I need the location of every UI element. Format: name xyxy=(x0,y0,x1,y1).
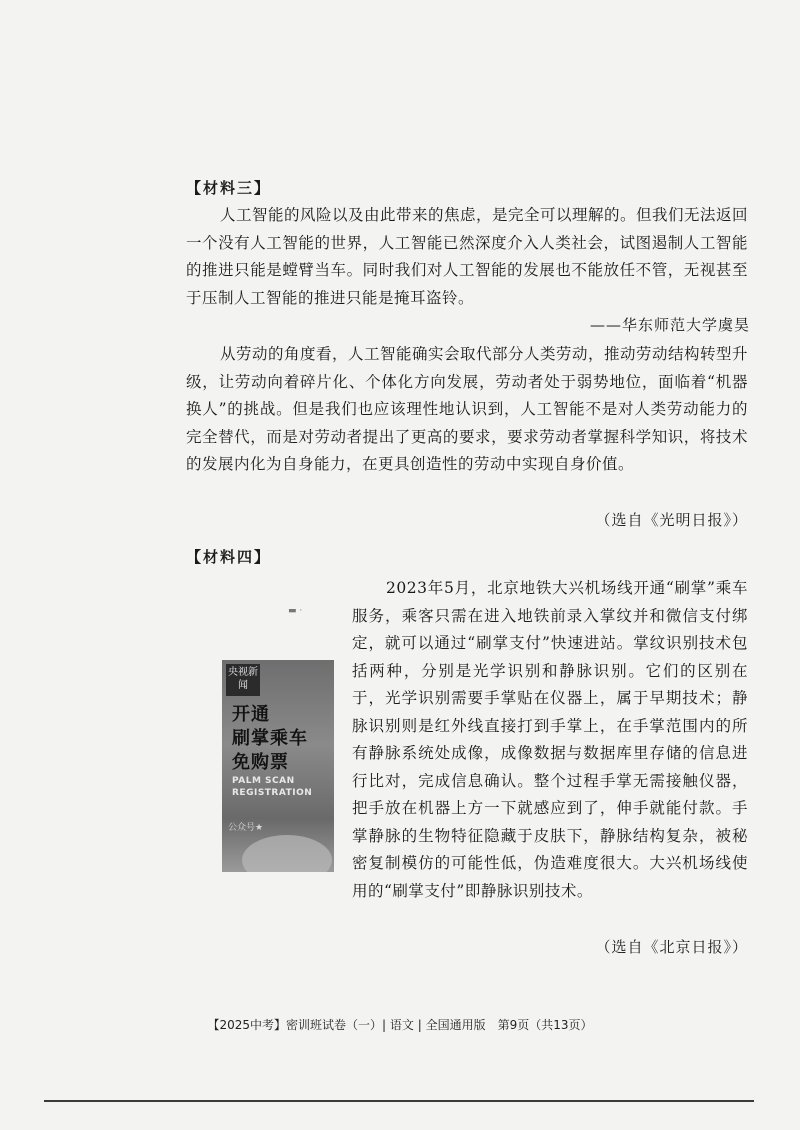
poster-line-1: 开通 xyxy=(232,704,270,725)
palm-illustration xyxy=(242,835,332,872)
scan-speck: ▬ · xyxy=(288,606,303,616)
page-footer: 【2025中考】密训班试卷（一）| 语文 | 全国通用版 第9页（共13页） xyxy=(207,1018,593,1032)
author-signature: ——华东师范大学虞昊 xyxy=(589,316,750,334)
poster-watermark: 公众号★ xyxy=(228,823,264,833)
material3-source: （选自《光明日报》） xyxy=(595,511,748,529)
poster-english-1: PALM SCAN xyxy=(232,776,295,786)
material4-heading: 【材料四】 xyxy=(186,548,272,566)
material3-paragraph-1: 人工智能的风险以及由此带来的焦虑，是完全可以理解的。但我们无法返回一个没有人工智能的世界，人工智能已然深度介入人类社会，试图遏制人工智能的推进只能是螳臂当车。同时我们对人工智能的发展也不能放任不管，无视甚至于压制人工智能的推进只能是掩耳盗铃。 xyxy=(186,206,749,307)
cctv-news-badge: 央视新闻 xyxy=(226,664,260,696)
poster-line-2: 刷掌乘车 xyxy=(232,728,308,749)
material4-paragraph: 2023年5月，北京地铁大兴机场线开通“刷掌”乘车服务，乘客只需在进入地铁前录入掌纹并和微信支付绑定，就可以通过“刷掌支付”快速进站。掌纹识别技术包括两种，分别是光学识别和静脉识别。它们的区别在于，光学识别需要手掌贴在仪器上，属于早期技术；静脉识别则是红外线直接打到手掌上，在手掌范围内的所有静脉系统处成像，成像数据与数据库里存储的信息进行比对，完成信息确认。整个过程手掌无需接触仪器，把手放在机器上方一下就感应到了，伸手就能付款。手掌静脉的生物特征隐藏于皮肤下，静脉结构复杂，被秘密复制模仿的可能性低，伪造难度很大。大兴机场线使用的“刷掌支付”即静脉识别技术。 xyxy=(352,579,748,900)
material4-source: （选自《北京日报》） xyxy=(595,938,748,956)
palm-scan-poster-image xyxy=(222,660,334,872)
poster-line-3: 免购票 xyxy=(232,752,289,773)
material3-paragraph-2: 从劳动的角度看，人工智能确实会取代部分人类劳动，推动劳动结构转型升级，让劳动向着碎片化、个体化方向发展，劳动者处于弱势地位，面临着“机器换人”的挑战。但是我们也应该理性地认识到，人工智能不是对人类劳动能力的完全替代，而是对劳动者提出了更高的要求，要求劳动者掌握科学知识，将技术的发展内化为自身能力，在更具创造性的劳动中实现自身价值。 xyxy=(186,345,749,473)
poster-english-2: REGISTRATION xyxy=(232,788,313,798)
bottom-divider xyxy=(44,1100,754,1102)
material3-heading: 【材料三】 xyxy=(186,179,272,197)
